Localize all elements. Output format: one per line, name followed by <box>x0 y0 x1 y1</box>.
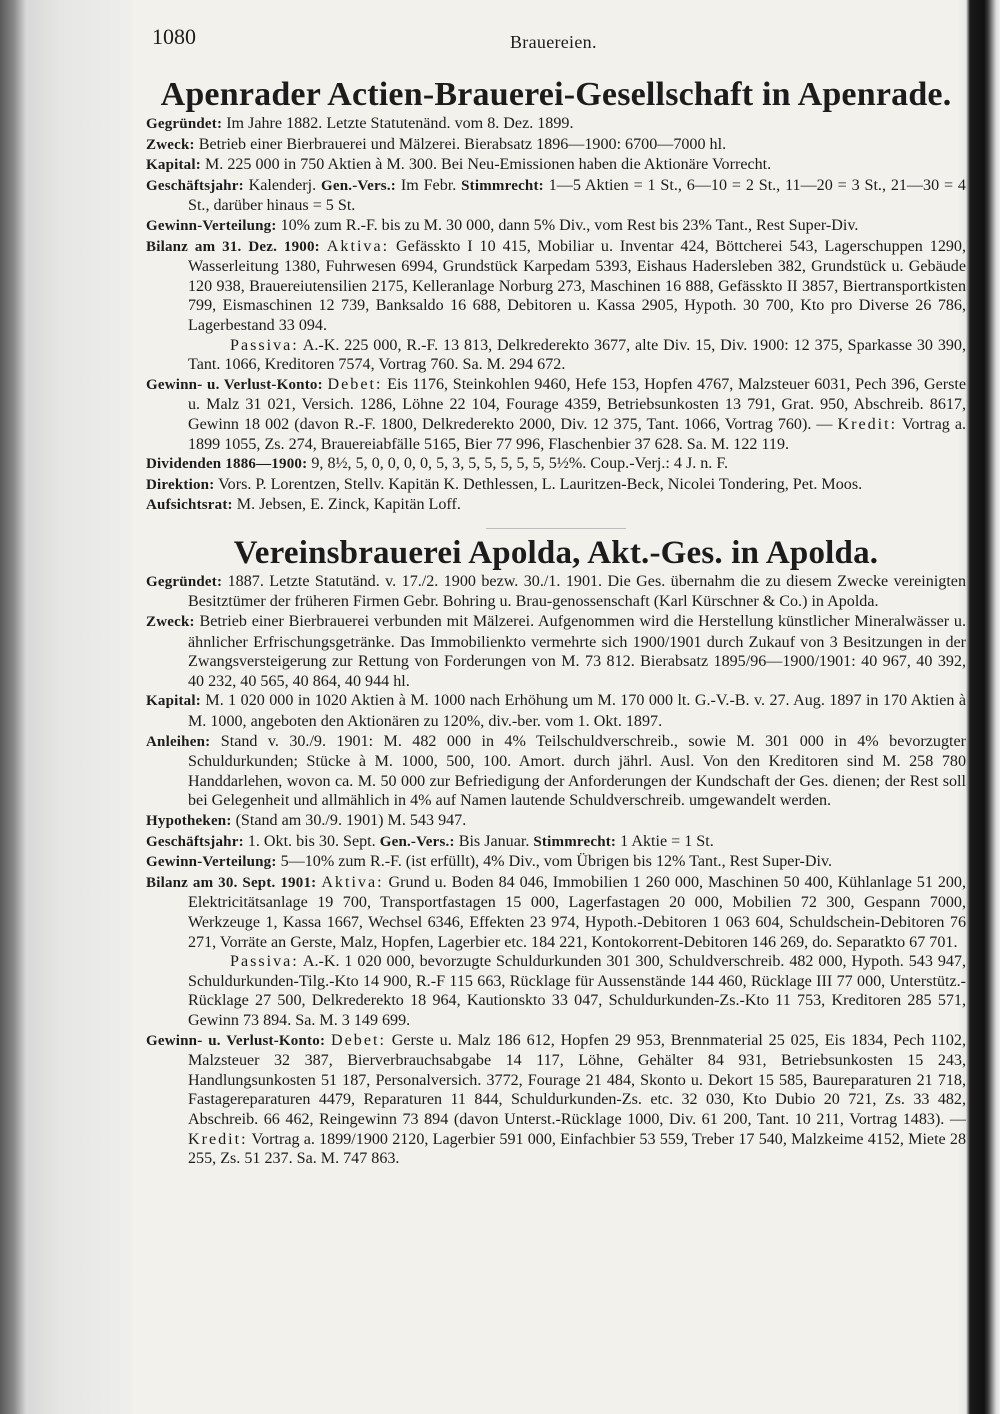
entry-label: Gegründet: <box>146 116 223 132</box>
entry-sublabel: Aktiva: <box>326 237 390 255</box>
entry-text: Betrieb einer Bierbrauerei verbunden mit Mälzerei. Aufgenommen wird die Herstellung künstlicher Mineralwässer u. ähnlicher Erfrischungsgetränke. Das Immobilienkto vermehrte sich 1900/1901 durch Zukauf von 3 Besitzungen in der Zwangsversteigerung zur Rettung von Forderungen von M. 73 812. Bierabsatz 1895/96—1900/1901: 40 967, 40 392, 40 232, 40 565, 40 864, 40 944 hl. <box>188 613 966 690</box>
entry-text: Betrieb einer Bierbrauerei und Mälzerei. Bierabsatz 1896—1900: 6700—7000 hl. <box>198 135 727 153</box>
entry-text: Gerste u. Malz 186 612, Hopfen 29 953, Brennmaterial 25 025, Eis 1834, Pech 1102, Malzsteuer 32 387, Bierverbrauchsabgabe 14 117, Löhne, Gehälter 84 931, Betriebsunkosten 15 243, Handlungsunkosten 51 187, Personalversich. 3772, Fourage 21 484, Skonto u. Dekort 15 585, Baureparaturen 21 718, Fastagereparaturen 4479, Reparaturen 11 844, Schuldurkunden-Zs. etc. 32 030, Kto Dubio 20 721, Zs. 33 482, Abschreib. 66 462, Reingewinn 73 894 (davon Unterst.-Rücklage 1000, Div. 61 200, Tant. 10 211, Vortrag 1483). — <box>188 1031 966 1128</box>
entry-bilanz-passiva <box>146 336 966 375</box>
entry-label: Bilanz am 31. Dez. 1900: <box>146 238 320 255</box>
entry-text: (Stand am 30./9. 1901) M. 543 947. <box>235 812 467 829</box>
entry-text: M. 225 000 in 750 Aktien à M. 300. Bei Neu-Emissionen haben die Aktionäre Vorrecht. <box>204 156 772 174</box>
entry-bilanz-aktiva <box>146 237 966 336</box>
entry-sublabel: Debet: <box>327 375 383 393</box>
entry-gegruendet <box>146 572 966 612</box>
entry-sublabel: Aktiva: <box>321 873 384 891</box>
entry-label: Anleihen: <box>146 733 211 750</box>
entry-text: 5—10% zum R.-F. (ist erfüllt), 4% Div., vom Übrigen bis 12% Tant., Rest Super-Div. <box>280 853 832 871</box>
entry-label: Dividenden 1886—1900: <box>146 456 308 473</box>
entry-sublabel: Kredit: <box>837 415 898 433</box>
entry-text: Gefässkto I 10 415, Mobiliar u. Inventar 424, Böttcherei 543, Lagerschuppen 1290, Wasserleitung 1380, Fuhrwesen 6994, Grundstück Karpedam 5393, Eishaus Hadersleben 382, Grundstück u. Gebäude 120 938, Brauereiutensilien 2175, Kelleranlage Norburg 273, Maschinen 16 888, Gefässkto II 3857, Biertransportkisten 799, Eismaschinen 12 739, Banksaldo 16 688, Debitoren u. Kassa 2905, Hypoth. 30 700, Kto pro Diverse 26 786, Lagerbestand 33 094. <box>188 237 966 334</box>
entry-label: Gen.-Vers.: <box>379 833 455 850</box>
entry-gewinn-verteilung <box>146 852 966 873</box>
entry-gewinn-verteilung <box>146 216 966 237</box>
entry-text: Im Febr. <box>400 176 457 194</box>
entry-text: Bis Januar. <box>458 832 530 850</box>
entry-geschaeftsjahr <box>146 832 966 853</box>
entry-text: 1—5 Aktien = 1 St., 6—10 = 2 St., 11—20 = 3 St., 21—30 = 4 St., darüber hinaus = 5 St. <box>188 176 966 215</box>
entry-label: Gen.-Vers.: <box>321 177 396 194</box>
entry-label: Kapital: <box>146 693 201 710</box>
entry-label: Stimmrecht: <box>533 833 617 850</box>
entry-label: Gewinn-Verteilung: <box>146 217 277 234</box>
entry-anleihen <box>146 732 966 811</box>
entry-label: Zweck: <box>146 614 195 631</box>
page-header <box>146 10 966 54</box>
company-entries <box>146 114 966 516</box>
entry-label: Gegründet: <box>146 573 223 590</box>
entry-text: Vortrag a. 1899 1055, Zs. 274, Brauereiabfälle 5165, Bier 77 996, Flaschenbier 37 628. Sa. M. 122 119. <box>188 415 966 453</box>
entry-text: 1 Aktie = 1 St. <box>620 832 714 850</box>
entry-text: Vors. P. Lorentzen, Stellv. Kapitän K. Dethlessen, L. Lauritzen-Beck, Nicolei Tondering, Pet. Moos. <box>218 475 863 493</box>
entry-text: 9, 8½, 5, 0, 0, 0, 0, 5, 3, 5, 5, 5, 5, 5, 5½%. Coup.-Verj.: 4 J. n. F. <box>311 455 729 473</box>
entry-text: Grund u. Boden 84 046, Immobilien 1 260 000, Maschinen 50 400, Kühlanlage 51 200, Elektricitätsanlage 19 700, Transportfastagen 15 000, Lagerfastagen 20 000, Mobilien 72 300, Gespann 7000, Werkzeuge 1, Kassa 1667, Wechsel 6346, Effekten 23 974, Hypoth.-Debitoren 1 063 604, Schuldschein-Debitoren 76 271, Vorräte an Gerste, Malz, Hopfen, Lagerbier etc. 184 221, Kontokorrent-Debitoren 146 269, do. Separatkto 67 701. <box>188 873 966 951</box>
scan-left-margin <box>0 0 132 1414</box>
entry-kapital <box>146 691 966 731</box>
entry-zweck <box>146 612 966 691</box>
entry-hypotheken <box>146 811 966 832</box>
entry-text: Im Jahre 1882. Letzte Statutenänd. vom 8. Dez. 1899. <box>226 115 574 132</box>
entry-text: 10% zum R.-F. bis zu M. 30 000, dann 5% Div., vom Rest bis 23% Tant., Rest Super-Div. <box>280 216 859 234</box>
entry-bilanz-aktiva <box>146 873 966 952</box>
entry-gewinn-verlust <box>146 1031 966 1169</box>
entry-label: Gewinn- u. Verlust-Konto: <box>146 376 323 393</box>
entry-label: Direktion: <box>146 476 215 493</box>
entry-text: 1. Okt. bis 30. Sept. <box>247 832 376 850</box>
entry-label: Geschäftsjahr: <box>146 177 244 194</box>
entry-text: M. 1 020 000 in 1020 Aktien à M. 1000 nach Erhöhung um M. 170 000 lt. G.-V.-B. v. 27. Aug. 1897 in 170 Aktien à M. 1000, angeboten den Aktionären zu 120%, div.-ber. vom 1. Okt. 1897. <box>188 692 966 731</box>
entry-text: A.-K. 225 000, R.-F. 13 813, Delkrederekto 3677, alte Div. 15, Div. 1900: 12 375, Sparkasse 30 390, Tant. 1066, Kreditoren 7574, Vortrag 760. Sa. M. 294 672. <box>188 336 966 374</box>
entry-geschaeftsjahr <box>146 176 966 216</box>
entry-text: A.-K. 1 020 000, bevorzugte Schuldurkunden 301 300, Schuldverschreib. 482 000, Hypoth. 543 947, Schuldurkunden-Tilg.-Kto 14 900, R.-F 115 663, Rücklage für Aussenstände 144 460, Rücklage III 77 000, Unterstütz.-Rücklage 27 500, Delkrederekto 18 964, Kautionskto 33 047, Schuldurkunden-Zs.-Kto 11 753, Kreditoren 285 571, Gewinn 73 894. Sa. M. 3 149 699. <box>188 953 967 1029</box>
entry-dividenden <box>146 454 966 475</box>
entry-text: M. Jebsen, E. Zinck, Kapitän Loff. <box>236 496 461 514</box>
entry-text: Kalenderj. <box>248 176 317 194</box>
entry-kapital <box>146 155 966 176</box>
entry-label: Gewinn-Verteilung: <box>146 854 277 871</box>
entry-gewinn-verlust <box>146 375 966 454</box>
entry-zweck <box>146 135 966 156</box>
document-page <box>146 10 966 1169</box>
entry-text: Stand v. 30./9. 1901: M. 482 000 in 4% Teilschuldverschreib., sowie M. 301 000 in 4% bevorzugter Schuldurkunden; Stücke à M. 1000, 500, 100. Amort. durch jährl. Ausl. Von den Kreditoren sind M. 258 780 Handdarlehen, wovon ca. M. 50 000 zur Befriedigung der Anforderungen der Kundschaft der Ges. dienen; der Rest soll bei Gelegenheit und allmählich in 4% auf Namen lautende Schuldverschreib. umgewandelt werden. <box>188 732 966 810</box>
entry-text: 1887. Letzte Statutänd. v. 17./2. 1900 bezw. 30./1. 1901. Die Ges. übernahm die zu diesem Zwecke vereinigten Besitztümer der früheren Firmen Gebr. Bohring u. Brau-genossenschaft (Karl Kürschner & Co.) in Apolda. <box>188 572 966 611</box>
page-number: 1080 <box>152 24 196 49</box>
company-title: Vereinsbrauerei Apolda, Akt.-Ges. in Apolda. <box>233 534 879 571</box>
company-title: Apenrader Actien-Brauerei-Gesellschaft in Apenrade. <box>160 76 952 113</box>
entry-sublabel: Passiva: <box>230 336 299 354</box>
entry-label: Geschäftsjahr: <box>146 833 244 850</box>
entry-label: Aufsichtsrat: <box>146 497 233 514</box>
entry-label: Kapital: <box>146 157 201 174</box>
entry-label: Zweck: <box>146 136 195 153</box>
entry-label: Hypotheken: <box>146 813 232 829</box>
company-entries <box>146 572 966 1169</box>
running-head: Brauereien. <box>510 32 597 52</box>
entry-gegruendet <box>146 114 966 135</box>
entry-label: Bilanz am 30. Sept. 1901: <box>146 874 317 891</box>
entry-text: Eis 1176, Steinkohlen 9460, Hefe 153, Hopfen 4767, Malzsteuer 6031, Pech 396, Gerste u. Malz 31 021, Versich. 1286, Löhne 22 104, Fourage 4359, Betriebsunkosten 13 791, Grat. 950, Abschreib. 8617, Gewinn 18 002 (davon R.-F. 1800, Delkrederekto 2000, Div. 12 375, Tant. 1066, Vortrag 760). — <box>188 375 967 433</box>
entry-sublabel: Kredit: <box>188 1130 248 1148</box>
entry-sublabel: Passiva: <box>230 953 299 971</box>
section-divider <box>486 528 626 529</box>
entry-label: Stimmrecht: <box>461 177 544 194</box>
entry-aufsichtsrat <box>146 495 966 516</box>
entry-text: Vortrag a. 1899/1900 2120, Lagerbier 591 000, Einfachbier 53 559, Treber 17 540, Malzkeime 4152, Miete 28 255, Zs. 51 237. Sa. M. 747 863. <box>188 1130 966 1168</box>
entry-sublabel: Debet: <box>331 1031 386 1049</box>
entry-bilanz-passiva <box>146 952 966 1030</box>
entry-direktion <box>146 475 966 496</box>
entry-label: Gewinn- u. Verlust-Konto: <box>146 1032 326 1049</box>
